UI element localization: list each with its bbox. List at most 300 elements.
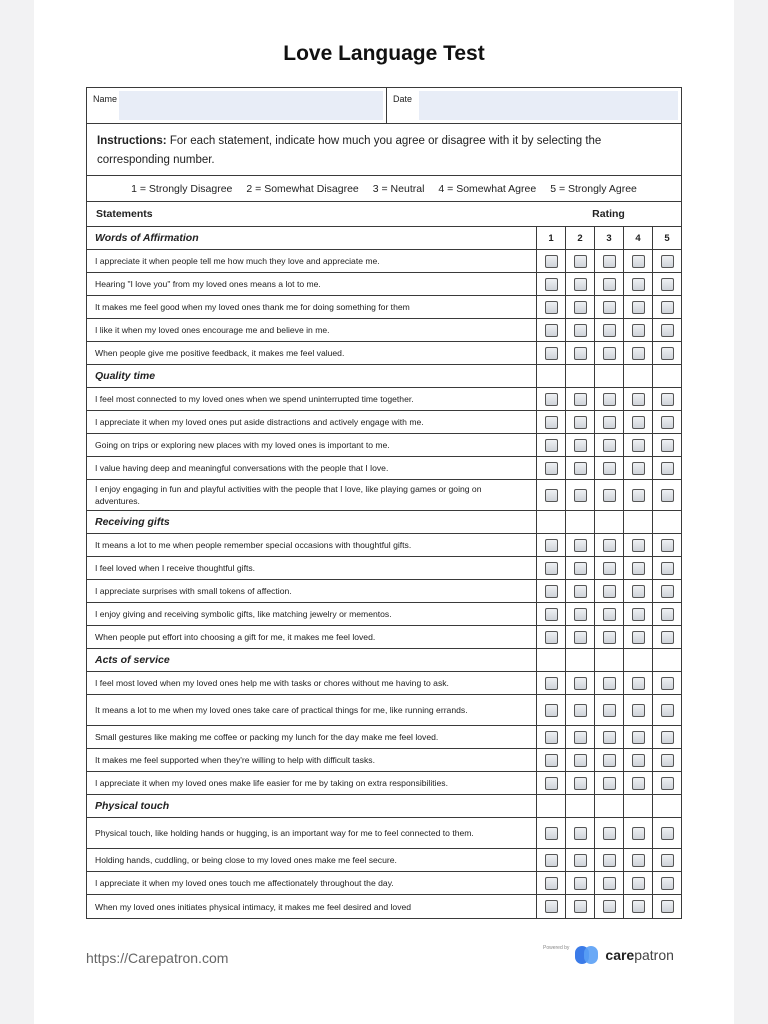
- rating-cell: [652, 434, 681, 456]
- statement-row: [87, 250, 681, 273]
- rating-checkbox[interactable]: [603, 301, 616, 314]
- category-row: [87, 649, 681, 672]
- rating-checkbox[interactable]: [661, 877, 674, 890]
- rating-cell: [652, 342, 681, 364]
- rating-checkbox[interactable]: [545, 731, 558, 744]
- rating-cell: [652, 457, 681, 479]
- rating-number: 2: [565, 227, 594, 249]
- brand-name: [605, 947, 674, 963]
- rating-checkbox[interactable]: [545, 255, 558, 268]
- rating-checkbox[interactable]: [632, 585, 645, 598]
- rating-cell: [536, 895, 565, 918]
- statement-text: Physical touch, like holding hands or hugging, is an important way for me to feel connected to them.: [95, 828, 474, 838]
- name-field[interactable]: [87, 88, 387, 123]
- rating-number: 4: [623, 227, 652, 249]
- statement-text: Small gestures like making me coffee or packing my lunch for the day make me feel loved.: [95, 732, 439, 742]
- rating-checkbox[interactable]: [661, 416, 674, 429]
- statement-row: [87, 342, 681, 365]
- rating-cell: [623, 296, 652, 318]
- rating-cell: [623, 626, 652, 648]
- rating-checkbox[interactable]: [574, 416, 587, 429]
- rating-number: [652, 649, 681, 671]
- rating-cell: [565, 319, 594, 341]
- rating-checkbox[interactable]: [661, 608, 674, 621]
- rating-cell: [623, 895, 652, 918]
- statement-row: [87, 726, 681, 749]
- rating-checkbox[interactable]: [603, 827, 616, 840]
- rating-cell: [565, 849, 594, 871]
- rating-cell: [652, 849, 681, 871]
- rating-checkbox[interactable]: [632, 539, 645, 552]
- rating-cell: [623, 319, 652, 341]
- statement-row: [87, 672, 681, 695]
- statement-text: When people give me positive feedback, it makes me feel valued.: [95, 348, 345, 358]
- rating-cell: [594, 411, 623, 433]
- rating-checkbox[interactable]: [661, 347, 674, 360]
- rating-checkbox[interactable]: [574, 631, 587, 644]
- rating-checkbox[interactable]: [603, 877, 616, 890]
- rating-checkbox[interactable]: [545, 677, 558, 690]
- rating-checkbox[interactable]: [603, 347, 616, 360]
- rating-checkbox[interactable]: [603, 854, 616, 867]
- rating-checkbox[interactable]: [574, 439, 587, 452]
- rating-cell: [536, 818, 565, 848]
- rating-number: 1: [536, 227, 565, 249]
- rating-checkbox[interactable]: [661, 677, 674, 690]
- rating-cell: [565, 872, 594, 894]
- rating-cell: [565, 250, 594, 272]
- rating-cell: [565, 603, 594, 625]
- rating-cell: [594, 434, 623, 456]
- rating-checkbox[interactable]: [661, 393, 674, 406]
- rating-cell: [536, 273, 565, 295]
- rating-checkbox[interactable]: [603, 439, 616, 452]
- rating-checkbox[interactable]: [545, 585, 558, 598]
- rating-number: [623, 365, 652, 387]
- rating-checkbox[interactable]: [574, 754, 587, 767]
- rating-cell: [594, 296, 623, 318]
- rating-checkbox[interactable]: [603, 704, 616, 717]
- rating-cell: [594, 250, 623, 272]
- rating-number: [565, 365, 594, 387]
- rating-cell: [594, 273, 623, 295]
- rating-checkbox[interactable]: [661, 301, 674, 314]
- rating-cell: [565, 388, 594, 410]
- category-row: [87, 511, 681, 534]
- statement-row: [87, 319, 681, 342]
- statement-text: It makes me feel good when my loved ones thank me for doing something for them: [95, 302, 410, 312]
- rating-cell: [652, 296, 681, 318]
- rating-cell: [565, 772, 594, 794]
- rating-checkbox[interactable]: [574, 704, 587, 717]
- rating-checkbox[interactable]: [632, 278, 645, 291]
- rating-checkbox[interactable]: [632, 608, 645, 621]
- statement-text: I like it when my loved ones encourage me and believe in me.: [95, 325, 330, 335]
- category-row: [87, 795, 681, 818]
- rating-number: [536, 365, 565, 387]
- rating-checkbox[interactable]: [661, 462, 674, 475]
- rating-number: [536, 795, 565, 817]
- rating-checkbox[interactable]: [632, 255, 645, 268]
- date-field[interactable]: [387, 88, 681, 123]
- rating-checkbox[interactable]: [632, 900, 645, 913]
- rating-checkbox[interactable]: [545, 324, 558, 337]
- page-title: Love Language Test: [283, 42, 485, 65]
- rating-checkbox[interactable]: [661, 854, 674, 867]
- rating-checkbox[interactable]: [603, 731, 616, 744]
- rating-cell: [623, 695, 652, 725]
- rating-checkbox[interactable]: [574, 562, 587, 575]
- instructions-text: For each statement, indicate how much you agree or disagree with it by selecting the corresponding number.: [97, 135, 602, 166]
- scale-3: 3 = Neutral: [372, 182, 425, 195]
- rating-checkbox[interactable]: [661, 900, 674, 913]
- rating-checkbox[interactable]: [661, 324, 674, 337]
- rating-cell: [565, 434, 594, 456]
- rating-checkbox[interactable]: [661, 704, 674, 717]
- rating-checkbox[interactable]: [632, 393, 645, 406]
- category-title: Physical touch: [95, 800, 170, 812]
- rating-number: [652, 365, 681, 387]
- rating-cell: [652, 695, 681, 725]
- category-title: Words of Affirmation: [95, 232, 199, 244]
- rating-checkbox[interactable]: [632, 416, 645, 429]
- rating-cell: [565, 695, 594, 725]
- rating-checkbox[interactable]: [574, 489, 587, 502]
- rating-cell: [565, 411, 594, 433]
- rating-cell: [652, 557, 681, 579]
- rating-cell: [536, 626, 565, 648]
- rating-checkbox[interactable]: [545, 704, 558, 717]
- brand-suffix: patron: [634, 947, 674, 963]
- rating-checkbox[interactable]: [545, 608, 558, 621]
- rating-checkbox[interactable]: [574, 255, 587, 268]
- statement-row: [87, 603, 681, 626]
- statement-row: [87, 273, 681, 296]
- rating-cell: [536, 434, 565, 456]
- rating-number: [565, 649, 594, 671]
- rating-cell: [536, 342, 565, 364]
- rating-checkbox[interactable]: [603, 489, 616, 502]
- rating-checkbox[interactable]: [545, 393, 558, 406]
- rating-cell: [565, 580, 594, 602]
- rating-checkbox[interactable]: [632, 631, 645, 644]
- rating-cell: [623, 411, 652, 433]
- rating-checkbox[interactable]: [661, 731, 674, 744]
- statement-text: I appreciate it when my loved ones put aside distractions and actively engage with me.: [95, 417, 424, 427]
- category-title: Acts of service: [95, 654, 170, 666]
- rating-checkbox[interactable]: [603, 585, 616, 598]
- rating-cell: [536, 319, 565, 341]
- rating-cell: [536, 749, 565, 771]
- rating-checkbox[interactable]: [661, 827, 674, 840]
- rating-cell: [536, 849, 565, 871]
- rating-checkbox[interactable]: [574, 827, 587, 840]
- rating-checkbox[interactable]: [632, 439, 645, 452]
- rating-number: [536, 511, 565, 533]
- statement-text: I enjoy giving and receiving symbolic gifts, like matching jewelry or mementos.: [95, 609, 392, 619]
- rating-checkbox[interactable]: [632, 731, 645, 744]
- rating-number: 5: [652, 227, 681, 249]
- rating-cell: [536, 603, 565, 625]
- rating-checkbox[interactable]: [545, 347, 558, 360]
- rating-checkbox[interactable]: [603, 631, 616, 644]
- rating-checkbox[interactable]: [603, 900, 616, 913]
- rating-cell: [594, 672, 623, 694]
- rating-checkbox[interactable]: [603, 416, 616, 429]
- statement-text: When people put effort into choosing a gift for me, it makes me feel loved.: [95, 632, 376, 642]
- rating-cell: [536, 457, 565, 479]
- rating-cell: [536, 672, 565, 694]
- rating-checkbox[interactable]: [661, 585, 674, 598]
- rating-cell: [594, 818, 623, 848]
- scale-1: 1 = Strongly Disagree: [131, 182, 233, 195]
- statement-row: [87, 895, 681, 918]
- rating-cell: [652, 319, 681, 341]
- rating-checkbox[interactable]: [574, 677, 587, 690]
- rating-checkbox[interactable]: [632, 462, 645, 475]
- statement-row: [87, 534, 681, 557]
- rating-cell: [594, 695, 623, 725]
- rating-cell: [565, 296, 594, 318]
- rating-cell: [652, 895, 681, 918]
- statement-text: I appreciate it when people tell me how much they love and appreciate me.: [95, 256, 380, 266]
- rating-checkbox[interactable]: [545, 754, 558, 767]
- statement-row: [87, 749, 681, 772]
- rating-checkbox[interactable]: [661, 754, 674, 767]
- statement-text: I appreciate it when my loved ones touch me affectionately throughout the day.: [95, 878, 394, 888]
- rating-cell: [652, 818, 681, 848]
- rating-checkbox[interactable]: [574, 301, 587, 314]
- rating-checkbox[interactable]: [632, 562, 645, 575]
- rating-checkbox[interactable]: [632, 777, 645, 790]
- rating-checkbox[interactable]: [574, 585, 587, 598]
- rating-cell: [565, 342, 594, 364]
- statement-text: Going on trips or exploring new places with my loved ones is important to me.: [95, 440, 390, 450]
- rating-cell: [594, 772, 623, 794]
- rating-checkbox[interactable]: [661, 439, 674, 452]
- rating-number: [594, 365, 623, 387]
- instructions: [87, 124, 681, 176]
- rating-cell: [565, 557, 594, 579]
- rating-cell: [623, 534, 652, 556]
- rating-checkbox[interactable]: [545, 489, 558, 502]
- rating-cell: [594, 557, 623, 579]
- rating-checkbox[interactable]: [545, 439, 558, 452]
- rating-cell: [536, 250, 565, 272]
- rating-cell: [623, 603, 652, 625]
- rating-cell: [565, 457, 594, 479]
- statement-text: I appreciate it when my loved ones make life easier for me by taking on extra responsibilities.: [95, 778, 448, 788]
- rating-cell: [652, 672, 681, 694]
- rating-checkbox[interactable]: [545, 301, 558, 314]
- rating-checkbox[interactable]: [603, 562, 616, 575]
- rating-cell: [565, 749, 594, 771]
- rating-checkbox[interactable]: [574, 462, 587, 475]
- rating-checkbox[interactable]: [603, 608, 616, 621]
- rating-checkbox[interactable]: [574, 900, 587, 913]
- rating-cell: [652, 388, 681, 410]
- rating-checkbox[interactable]: [661, 562, 674, 575]
- rating-checkbox[interactable]: [603, 324, 616, 337]
- rating-checkbox[interactable]: [574, 278, 587, 291]
- statement-row: [87, 457, 681, 480]
- rating-cell: [623, 580, 652, 602]
- rating-checkbox[interactable]: [603, 255, 616, 268]
- rating-cell: [652, 872, 681, 894]
- rating-checkbox[interactable]: [661, 255, 674, 268]
- rating-number: [565, 795, 594, 817]
- statement-row: [87, 626, 681, 649]
- rating-checkbox[interactable]: [574, 731, 587, 744]
- rating-checkbox[interactable]: [545, 877, 558, 890]
- rating-checkbox[interactable]: [545, 631, 558, 644]
- rating-cell: [623, 772, 652, 794]
- rating-cell: [623, 434, 652, 456]
- rating-cell: [565, 273, 594, 295]
- rating-checkbox[interactable]: [603, 462, 616, 475]
- rating-cell: [594, 457, 623, 479]
- rating-cell: [623, 388, 652, 410]
- statement-row: [87, 849, 681, 872]
- rating-checkbox[interactable]: [545, 278, 558, 291]
- rating-checkbox[interactable]: [661, 777, 674, 790]
- rating-checkbox[interactable]: [545, 562, 558, 575]
- rating-cell: [623, 342, 652, 364]
- questionnaire-sheet: [86, 87, 682, 919]
- rating-checkbox[interactable]: [545, 539, 558, 552]
- rating-cell: [623, 457, 652, 479]
- rating-checkbox[interactable]: [574, 854, 587, 867]
- statement-row: [87, 695, 681, 726]
- rating-checkbox[interactable]: [574, 324, 587, 337]
- statement-row: [87, 296, 681, 319]
- rating-cell: [594, 749, 623, 771]
- rating-checkbox[interactable]: [545, 900, 558, 913]
- statement-text: Hearing "I love you" from my loved ones means a lot to me.: [95, 279, 321, 289]
- rating-checkbox[interactable]: [632, 677, 645, 690]
- rating-checkbox[interactable]: [661, 278, 674, 291]
- rating-checkbox[interactable]: [545, 416, 558, 429]
- rating-checkbox[interactable]: [661, 631, 674, 644]
- rating-cell: [594, 849, 623, 871]
- rating-checkbox[interactable]: [632, 489, 645, 502]
- rating-checkbox[interactable]: [632, 827, 645, 840]
- rating-cell: [623, 273, 652, 295]
- rating-checkbox[interactable]: [632, 301, 645, 314]
- carepatron-link[interactable]: https://Carepatron.com: [86, 950, 229, 966]
- rating-cell: [536, 480, 565, 510]
- rating-checkbox[interactable]: [632, 754, 645, 767]
- rating-cell: [565, 534, 594, 556]
- rating-checkbox[interactable]: [632, 704, 645, 717]
- rating-cell: [652, 250, 681, 272]
- rating-number: [623, 795, 652, 817]
- scale-5: 5 = Strongly Agree: [550, 182, 637, 195]
- rating-cell: [623, 672, 652, 694]
- rating-cell: [623, 749, 652, 771]
- rating-cell: [594, 626, 623, 648]
- rating-checkbox[interactable]: [574, 608, 587, 621]
- name-date-row: [87, 88, 681, 124]
- rating-checkbox[interactable]: [603, 677, 616, 690]
- statement-text: When my loved ones initiates physical intimacy, it makes me feel desired and loved: [95, 901, 412, 912]
- rating-checkbox[interactable]: [574, 877, 587, 890]
- statement-row: [87, 411, 681, 434]
- rating-cell: [594, 895, 623, 918]
- statements-header: Statements: [96, 208, 153, 220]
- rating-checkbox[interactable]: [661, 489, 674, 502]
- rating-number: [652, 511, 681, 533]
- rating-checkbox[interactable]: [574, 347, 587, 360]
- rating-checkbox[interactable]: [574, 777, 587, 790]
- rating-cell: [536, 411, 565, 433]
- statement-text: It makes me feel supported when they're willing to help with difficult tasks.: [95, 755, 375, 765]
- rating-cell: [536, 580, 565, 602]
- rating-checkbox[interactable]: [632, 324, 645, 337]
- statement-row: [87, 434, 681, 457]
- rating-cell: [652, 580, 681, 602]
- statement-row: [87, 872, 681, 895]
- rating-cell: [536, 872, 565, 894]
- rating-checkbox[interactable]: [574, 393, 587, 406]
- rating-cell: [594, 603, 623, 625]
- rating-cell: [652, 534, 681, 556]
- statement-text: I enjoy engaging in fun and playful activities with the people that I love, like playing games or going on adventures.: [95, 484, 482, 506]
- rating-checkbox[interactable]: [545, 854, 558, 867]
- rating-cell: [594, 534, 623, 556]
- rating-cell: [565, 895, 594, 918]
- rating-cell: [623, 849, 652, 871]
- rating-checkbox[interactable]: [632, 854, 645, 867]
- rating-checkbox[interactable]: [545, 462, 558, 475]
- category-row: [87, 227, 681, 250]
- rating-cell: [652, 749, 681, 771]
- rating-cell: [536, 557, 565, 579]
- rating-checkbox[interactable]: [603, 754, 616, 767]
- rating-checkbox[interactable]: [603, 393, 616, 406]
- rating-checkbox[interactable]: [574, 539, 587, 552]
- rating-scale: [87, 176, 681, 202]
- rating-cell: [536, 534, 565, 556]
- rating-checkbox[interactable]: [603, 278, 616, 291]
- rating-checkbox[interactable]: [661, 539, 674, 552]
- rating-number: [565, 511, 594, 533]
- rating-cell: [536, 726, 565, 748]
- rating-cell: [623, 872, 652, 894]
- statement-table: [87, 227, 681, 918]
- statement-row: [87, 580, 681, 603]
- rating-checkbox[interactable]: [603, 539, 616, 552]
- scale-4: 4 = Somewhat Agree: [438, 182, 537, 195]
- rating-checkbox[interactable]: [603, 777, 616, 790]
- rating-cell: [536, 695, 565, 725]
- rating-cell: [594, 480, 623, 510]
- rating-cell: [623, 250, 652, 272]
- rating-checkbox[interactable]: [545, 777, 558, 790]
- rating-cell: [623, 726, 652, 748]
- rating-cell: [594, 726, 623, 748]
- rating-checkbox[interactable]: [632, 877, 645, 890]
- rating-number: [536, 649, 565, 671]
- rating-cell: [652, 603, 681, 625]
- rating-number: [623, 649, 652, 671]
- rating-number: [594, 795, 623, 817]
- rating-checkbox[interactable]: [545, 827, 558, 840]
- rating-cell: [536, 296, 565, 318]
- rating-cell: [565, 672, 594, 694]
- rating-checkbox[interactable]: [632, 347, 645, 360]
- rating-cell: [652, 726, 681, 748]
